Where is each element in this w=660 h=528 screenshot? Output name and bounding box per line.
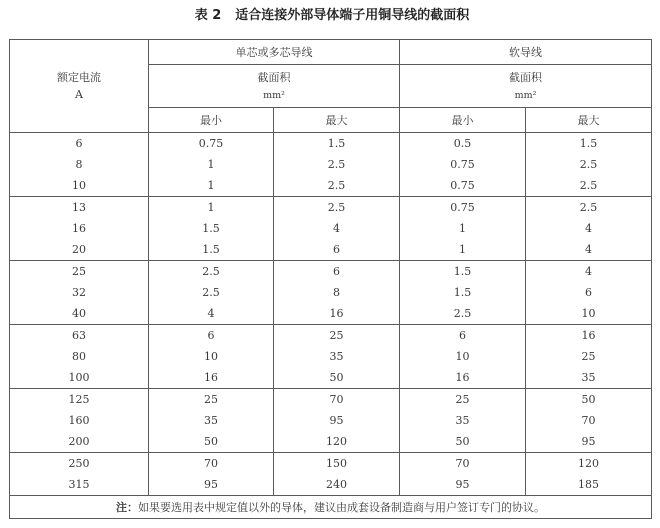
flex-min-cell (400, 325, 526, 389)
solid-max-header: 最大 (274, 108, 400, 133)
flex-max-cell (526, 133, 652, 197)
table-value: 1 (207, 179, 215, 192)
table-value: 70 (204, 457, 218, 470)
table-value: 250 (68, 457, 90, 470)
rated-current-cell (10, 325, 149, 389)
flex-max-cell (526, 325, 652, 389)
table-row-group (10, 389, 652, 453)
table-value: 6 (75, 137, 83, 150)
solid-conductor-header: 单芯或多芯导线 (149, 40, 400, 65)
table-value: 16 (329, 307, 344, 320)
table-value: 1 (459, 243, 466, 256)
table-value: 1.5 (327, 137, 346, 150)
table-row-group (10, 325, 652, 389)
table-value: 120 (326, 435, 347, 448)
table-value: 25 (329, 329, 344, 342)
cross-section-unit: mm² (514, 89, 537, 101)
table-value: 70 (455, 457, 470, 470)
rated-current-cell (10, 453, 149, 496)
table-value: 25 (204, 393, 218, 406)
table-row-group (10, 261, 652, 325)
cross-section-label: 截面积 (257, 70, 291, 84)
table-value: 4 (585, 243, 592, 256)
rated-current-header (10, 40, 149, 133)
table-value: 2.5 (327, 201, 346, 214)
table-value: 95 (581, 435, 596, 448)
table-value: 2.5 (579, 158, 598, 171)
flex-min-cell (400, 261, 526, 325)
table-value: 35 (581, 371, 596, 384)
table-value: 10 (72, 179, 86, 192)
table-value: 1.5 (579, 137, 598, 150)
table-body (10, 133, 652, 496)
table-value: 6 (207, 329, 215, 342)
table-value: 2.5 (579, 201, 598, 214)
table-value: 32 (72, 286, 86, 299)
flex-max-cell (526, 453, 652, 496)
flexible-conductor-header: 软导线 (400, 40, 652, 65)
table-number: 表 2 (194, 8, 222, 23)
rated-current-label: 额定电流 (57, 71, 101, 84)
table-row-group (10, 453, 652, 496)
table-value: 1.5 (453, 265, 472, 278)
table-value: 4 (333, 222, 340, 235)
solid-max-cell (274, 261, 400, 325)
flex-min-cell (400, 453, 526, 496)
table-value: 35 (204, 414, 218, 427)
table-value: 70 (329, 393, 344, 406)
table-value: 20 (72, 243, 86, 256)
solid-max-cell (274, 453, 400, 496)
table-value: 2.5 (327, 179, 346, 192)
table-value: 240 (326, 478, 347, 491)
rated-current-cell (10, 389, 149, 453)
table-value: 1 (207, 201, 215, 214)
table-value: 0.75 (450, 179, 475, 192)
table-value: 6 (459, 329, 466, 342)
table-value: 1.5 (453, 286, 472, 299)
conductor-size-table (9, 39, 652, 519)
table-row-group (10, 197, 652, 261)
table-row-group (10, 133, 652, 197)
table-value: 10 (455, 350, 470, 363)
table-title (0, 4, 660, 23)
note-label: 注： (116, 501, 138, 514)
table-value: 2.5 (327, 158, 346, 171)
table-value: 10 (581, 307, 596, 320)
solid-max-cell (274, 197, 400, 261)
table-value: 0.75 (450, 158, 475, 171)
table-value: 185 (578, 478, 599, 491)
solid-min-cell (149, 133, 274, 197)
solid-max-cell (274, 389, 400, 453)
table-value: 40 (72, 307, 86, 320)
solid-min-cell (149, 389, 274, 453)
solid-min-cell (149, 325, 274, 389)
table-value: 4 (585, 222, 592, 235)
table-value: 125 (68, 393, 90, 406)
table-value: 13 (72, 201, 86, 214)
rated-current-unit: A (75, 88, 83, 101)
rated-current-cell (10, 261, 149, 325)
table-value: 315 (68, 478, 90, 491)
rated-current-cell (10, 133, 149, 197)
table-value: 50 (329, 371, 344, 384)
table-value: 150 (326, 457, 347, 470)
flex-min-cell (400, 133, 526, 197)
table-value: 100 (68, 371, 90, 384)
table-value: 2.5 (202, 265, 220, 278)
rated-current-cell (10, 197, 149, 261)
table-value: 70 (581, 414, 596, 427)
table-value: 63 (72, 329, 86, 342)
table-value: 25 (72, 265, 86, 278)
solid-cross-section-header (149, 65, 400, 108)
flexible-min-header: 最小 (400, 108, 526, 133)
table-value: 6 (585, 286, 592, 299)
table-value: 35 (329, 350, 344, 363)
table-value: 16 (72, 222, 86, 235)
table-value: 10 (204, 350, 218, 363)
table-value: 95 (204, 478, 218, 491)
table-value: 6 (333, 265, 340, 278)
table-value: 4 (585, 265, 592, 278)
table-value: 8 (75, 158, 83, 171)
flexible-max-header: 最大 (526, 108, 652, 133)
table-caption: 适合连接外部导体端子用铜导线的截面积 (235, 8, 470, 23)
table-value: 16 (204, 371, 218, 384)
table-value: 95 (329, 414, 344, 427)
flex-min-cell (400, 197, 526, 261)
table-value: 120 (578, 457, 599, 470)
table-value: 50 (204, 435, 218, 448)
table-note (10, 496, 652, 519)
table-value: 16 (581, 329, 596, 342)
table-value: 4 (207, 307, 215, 320)
table-value: 0.75 (450, 201, 475, 214)
solid-min-cell (149, 453, 274, 496)
table-value: 160 (68, 414, 90, 427)
solid-max-cell (274, 325, 400, 389)
table-value: 6 (333, 243, 340, 256)
flex-max-cell (526, 389, 652, 453)
flex-min-cell (400, 389, 526, 453)
solid-min-cell (149, 197, 274, 261)
cross-section-unit: mm² (263, 89, 285, 101)
table-value: 50 (581, 393, 596, 406)
table-value: 80 (72, 350, 86, 363)
table-value: 2.5 (202, 286, 220, 299)
table-value: 1.5 (202, 243, 220, 256)
table-value: 1 (207, 158, 215, 171)
table-value: 0.75 (198, 137, 224, 150)
table-value: 0.5 (453, 137, 472, 150)
table-value: 16 (455, 371, 470, 384)
table-value: 35 (455, 414, 470, 427)
table-value: 2.5 (453, 307, 472, 320)
solid-min-header: 最小 (149, 108, 274, 133)
solid-min-cell (149, 261, 274, 325)
flexible-cross-section-header (400, 65, 652, 108)
table-value: 50 (455, 435, 470, 448)
table-value: 200 (68, 435, 90, 448)
flex-max-cell (526, 197, 652, 261)
cross-section-label: 截面积 (509, 70, 542, 84)
table-value: 25 (455, 393, 470, 406)
table-value: 95 (455, 478, 470, 491)
solid-max-cell (274, 133, 400, 197)
table-value: 8 (333, 286, 340, 299)
table-value: 1.5 (202, 222, 220, 235)
table-value: 1 (459, 222, 466, 235)
flex-max-cell (526, 261, 652, 325)
table-value: 25 (581, 350, 596, 363)
table-value: 2.5 (579, 179, 598, 192)
note-text: 如果要选用表中规定值以外的导体，建议由成套设备制造商与用户签订专门的协议。 (138, 501, 545, 514)
